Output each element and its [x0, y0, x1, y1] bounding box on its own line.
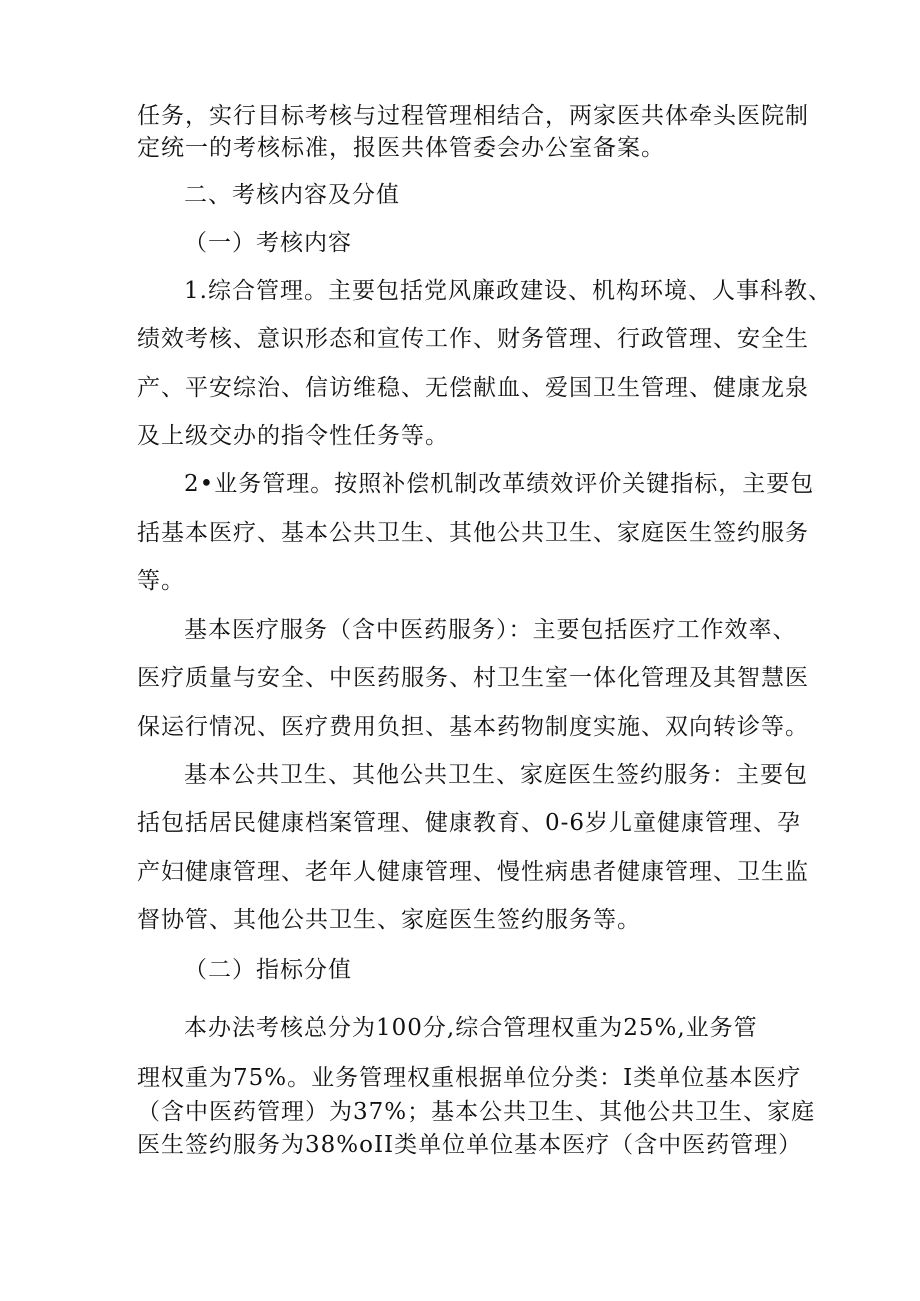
paragraph-line: 基本公共卫生、其他公共卫生、家庭医生签约服务：主要包 — [184, 762, 808, 788]
paragraph-line: 保运行情况、医疗费用负担、基本药物制度实施、双向转诊等。 — [137, 714, 809, 740]
paragraph-line: 产妇健康管理、老年人健康管理、慢性病患者健康管理、卫生监 — [137, 859, 809, 885]
paragraph-line: 绩效考核、意识形态和宣传工作、财务管理、行政管理、安全生 — [137, 326, 809, 352]
paragraph-line: 产、平安综治、信访维稳、无偿献血、爱国卫生管理、健康龙泉 — [137, 375, 809, 401]
paragraph-line: 本办法考核总分为100分,综合管理权重为25%,业务管 — [184, 1015, 758, 1041]
paragraph-line: 及上级交办的指令性任务等。 — [137, 423, 449, 449]
subsection-heading: （二）指标分值 — [184, 957, 352, 983]
paragraph-line: 任务，实行目标考核与过程管理相结合，两家医共体牵头医院制 — [137, 103, 809, 129]
subsection-heading: （一）考核内容 — [184, 230, 352, 256]
paragraph-line: 督协管、其他公共卫生、家庭医生签约服务等。 — [137, 907, 641, 933]
paragraph-line: （含中医药管理）为37%；基本公共卫生、其他公共卫生、家庭 — [137, 1099, 816, 1125]
paragraph-line: 等。 — [137, 568, 185, 594]
paragraph-line: 基本医疗服务（含中医药服务）：主要包括医疗工作效率、 — [184, 617, 797, 643]
paragraph-line: 括基本医疗、基本公共卫生、其他公共卫生、家庭医生签约服务 — [137, 520, 809, 546]
section-heading: 二、考核内容及分值 — [184, 182, 400, 208]
paragraph-line: 医生签约服务为38%oII类单位单位基本医疗（含中医药管理） — [137, 1132, 803, 1158]
paragraph-line: 理权重为75%。业务管理权重根据单位分类：I类单位基本医疗 — [137, 1065, 802, 1091]
paragraph-line: 1.综合管理。主要包括党风廉政建设、机构环境、人事科教、 — [184, 278, 832, 304]
paragraph-line: 医疗质量与安全、中医药服务、村卫生室一体化管理及其智慧医 — [137, 665, 809, 691]
paragraph-line: 定统一的考核标准，报医共体管委会办公室备案。 — [137, 135, 665, 161]
paragraph-line: 2•业务管理。按照补偿机制改革绩效评价关键指标，主要包 — [184, 471, 815, 497]
paragraph-line: 括包括居民健康档案管理、健康教育、0-6岁儿童健康管理、孕 — [137, 810, 802, 836]
